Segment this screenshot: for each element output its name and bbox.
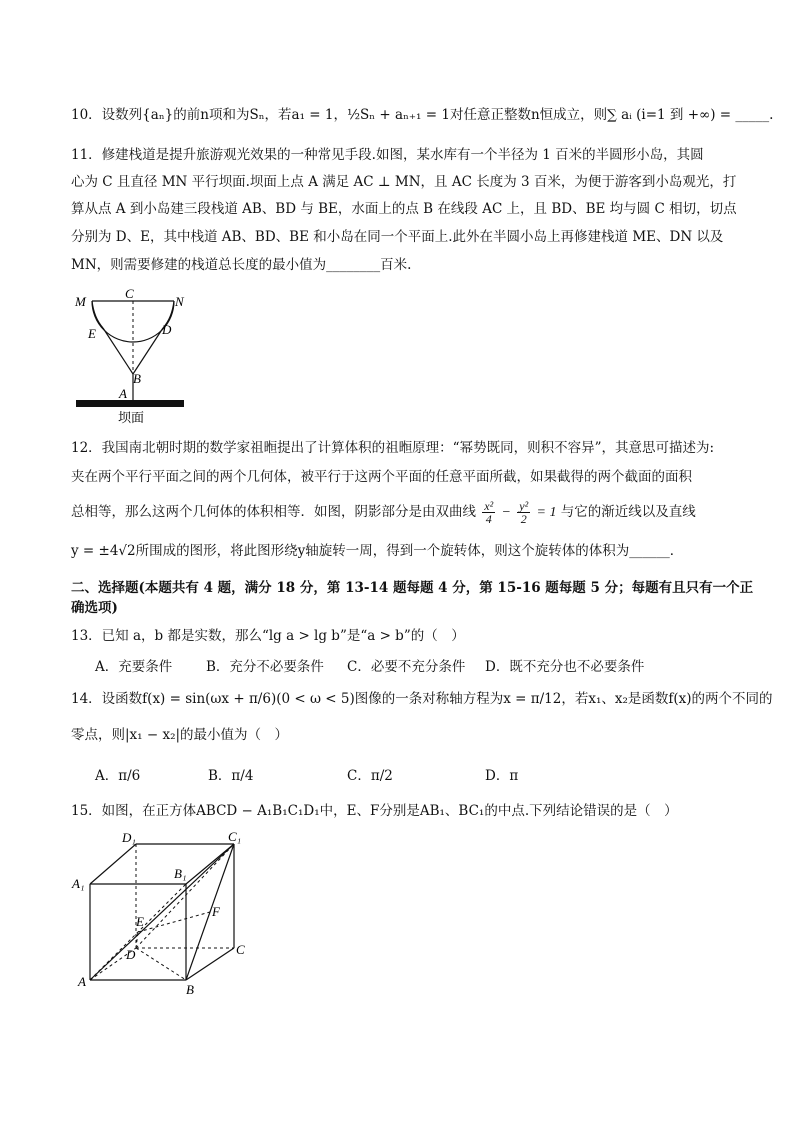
question-14-option-a[interactable]: A．π/6 xyxy=(95,768,141,784)
question-11-line-5: MN，则需要修建的栈道总长度的最小值为________百米. xyxy=(71,257,412,273)
label-c1: C₁ xyxy=(228,829,242,844)
edge-bc xyxy=(186,948,234,980)
question-11-line-1: 11．修建栈道是提升旅游观光效果的一种常见手段.如图，某水库有一个半径为 1 百米的半圆形小岛，其圆 xyxy=(71,147,704,163)
fraction-x2-over-4: $\frac{\text{x²}}{4}$ xyxy=(484,499,494,526)
question-14-option-d[interactable]: D．π xyxy=(485,768,519,784)
label-d: D xyxy=(162,322,172,337)
diagonal-dc1 xyxy=(136,844,234,948)
label-b: B xyxy=(133,371,141,386)
dam-surface xyxy=(76,400,184,407)
question-10-text: 10．设数列{aₙ}的前n项和为Sₙ，若a₁ = 1，½Sₙ + aₙ₊₁ = 1对任意正整数n恒成立，则∑ aᵢ (i=1 到 +∞) = _____. xyxy=(71,107,774,123)
question-15-stem: 15．如图，在正方体ABCD − A₁B₁C₁D₁中，E、F分别是AB₁、BC₁的中点.下列结论错误的是（ ） xyxy=(71,803,678,819)
question-13-stem: 13．已知 a，b 都是实数，那么“lg a > lg b”是“a > b”的（ ） xyxy=(71,628,465,644)
question-14-option-c[interactable]: C．π/2 xyxy=(347,768,393,784)
label-b1: B₁ xyxy=(174,866,187,881)
label-a: A xyxy=(119,386,127,401)
question-12-line-2: 夹在两个平行平面之间的两个几何体，被平行于这两个平面的任意平面所截，如果截得的两个截面的面积 xyxy=(71,469,692,485)
label-e: E xyxy=(88,326,96,341)
segment-bd xyxy=(133,328,163,374)
question-13-option-d[interactable]: D．既不充分也不必要条件 xyxy=(485,659,645,675)
question-12-line-1: 12．我国南北朝时期的数学家祖暅提出了计算体积的祖暅原理：“幂势既同，则积不容异”，其意思可描述为: xyxy=(71,440,715,456)
question-13-option-c[interactable]: C．必要不充分条件 xyxy=(347,659,466,675)
section-2-heading-line-1: 二、选择题(本题共有 4 题，满分 18 分，第 13-14 题每题 4 分，第 15-16 题每题 5 分；每题有且只有一个正 xyxy=(71,580,754,596)
label-d1: D₁ xyxy=(122,830,136,845)
question-12-line-3: 总相等，那么这两个几何体的体积相等．如图，阴影部分是由双曲线 $\frac{\text{x²}}{4}$ − $\frac{\text{y²}}{2}$ = 1 与它的渐近线以及直线 xyxy=(71,499,696,526)
segment-be xyxy=(103,328,133,374)
edge-a1d1 xyxy=(90,844,136,884)
section-2-heading-line-2: 确选项) xyxy=(71,600,118,616)
segment-ef xyxy=(138,912,210,932)
label-m: M xyxy=(75,294,86,309)
figure-cube xyxy=(70,828,260,998)
question-12-line-3-pre: 总相等，那么这两个几何体的体积相等．如图，阴影部分是由双曲线 xyxy=(71,504,476,520)
dam-label: 坝面 xyxy=(118,411,145,426)
fraction-y2-over-2: $\frac{\text{y²}}{2}$ xyxy=(519,499,529,526)
diagonal-db xyxy=(136,948,186,980)
question-12-line-4: y = ±4√2所围成的图形，将此图形绕y轴旋转一周，得到一个旋转体，则这个旋转体的体积为______． xyxy=(71,543,684,559)
label-a: A xyxy=(78,974,86,989)
label-n: N xyxy=(175,294,184,309)
question-11-line-3: 算从点 A 到小岛建三段栈道 AB、BD 与 BE，水面上的点 B 在线段 AC 上，且 BD、BE 均与圆 C 相切，切点 xyxy=(71,201,737,217)
question-13-option-a[interactable]: A．充要条件 xyxy=(95,659,173,675)
label-f: F xyxy=(212,904,220,919)
question-14-option-b[interactable]: B．π/4 xyxy=(208,768,254,784)
question-12-line-3-post: 与它的渐近线以及直线 xyxy=(560,504,696,520)
label-a1: A₁ xyxy=(72,876,85,891)
label-e: E xyxy=(136,914,144,929)
question-11-line-4: 分别为 D、E，其中栈道 AB、BD、BE 和小岛在同一个平面上.此外在半圆小岛上再修建栈道 ME、DN 以及 xyxy=(71,229,724,245)
question-14-line-1: 14．设函数f(x) = sin(ωx + π/6)(0 < ω < 5)图像的一条对称轴方程为x = π/12，若x₁、x₂是函数f(x)的两个不同的 xyxy=(71,691,773,707)
label-c: C xyxy=(236,942,245,957)
figure-island-walkway xyxy=(70,286,200,426)
label-c: C xyxy=(125,286,134,301)
question-13-option-b[interactable]: B．充分不必要条件 xyxy=(206,659,324,675)
label-b: B xyxy=(186,982,194,997)
question-11-line-2: 心为 C 且直径 MN 平行坝面.坝面上点 A 满足 AC ⊥ MN，且 AC 长度为 3 百米，为便于游客到小岛观光，打 xyxy=(71,174,737,190)
question-14-line-2: 零点，则|x₁ − x₂|的最小值为（ ） xyxy=(71,727,289,743)
question-10 xyxy=(71,106,774,124)
label-d: D xyxy=(126,947,136,962)
